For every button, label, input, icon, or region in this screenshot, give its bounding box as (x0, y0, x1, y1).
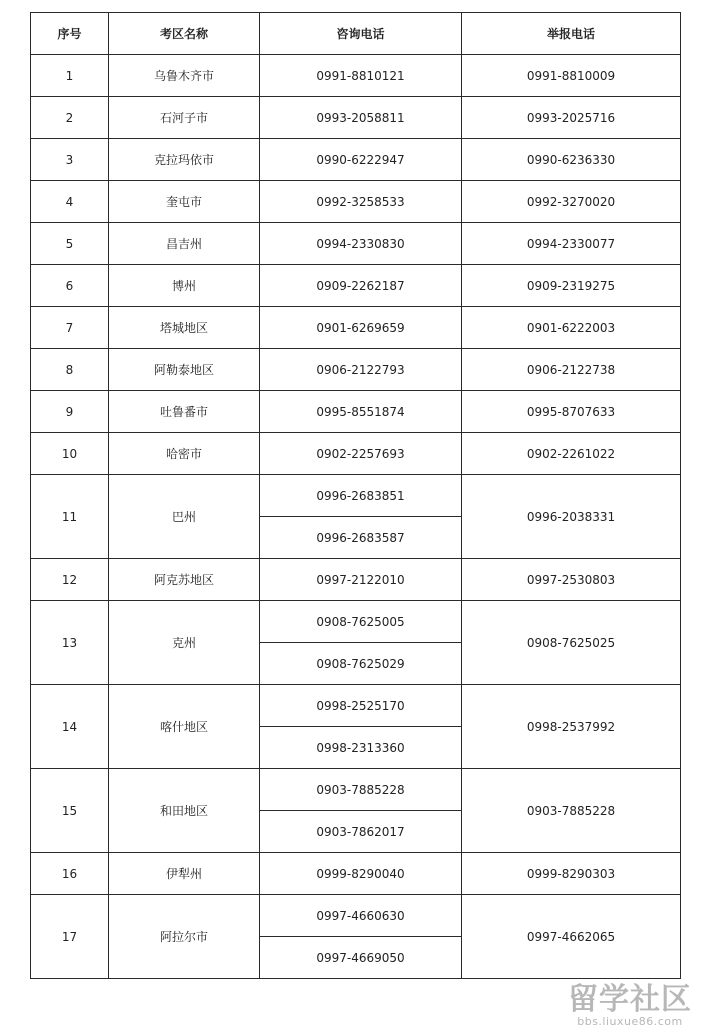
cell-consult-phone: 0997-4669050 (260, 937, 462, 979)
cell-area: 巴州 (109, 475, 260, 559)
cell-report-phone: 0993-2025716 (462, 97, 681, 139)
table-row (31, 433, 681, 475)
cell-area: 喀什地区 (109, 685, 260, 769)
cell-report-phone: 0909-2319275 (462, 265, 681, 307)
cell-area: 克州 (109, 601, 260, 685)
table-row (31, 685, 681, 727)
cell-report-phone: 0908-7625025 (462, 601, 681, 685)
cell-consult-phone: 0906-2122793 (260, 349, 462, 391)
cell-consult-phone: 0908-7625005 (260, 601, 462, 643)
cell-no: 5 (31, 223, 109, 265)
cell-consult-phone: 0996-2683851 (260, 475, 462, 517)
cell-area: 昌吉州 (109, 223, 260, 265)
cell-report-phone: 0995-8707633 (462, 391, 681, 433)
cell-no: 13 (31, 601, 109, 685)
header-row (31, 13, 681, 55)
header-report-phone: 举报电话 (462, 13, 681, 55)
header-no: 序号 (31, 13, 109, 55)
watermark-logo-text: 留学社区 (568, 982, 692, 1017)
cell-report-phone: 0994-2330077 (462, 223, 681, 265)
cell-consult-phone: 0995-8551874 (260, 391, 462, 433)
cell-consult-phone: 0998-2313360 (260, 727, 462, 769)
header-consult-phone: 咨询电话 (260, 13, 462, 55)
cell-report-phone: 0906-2122738 (462, 349, 681, 391)
cell-consult-phone: 0996-2683587 (260, 517, 462, 559)
cell-consult-phone: 0903-7862017 (260, 811, 462, 853)
cell-consult-phone: 0991-8810121 (260, 55, 462, 97)
table-row (31, 55, 681, 97)
cell-consult-phone: 0901-6269659 (260, 307, 462, 349)
table-row (31, 391, 681, 433)
table-row (31, 895, 681, 937)
cell-no: 2 (31, 97, 109, 139)
cell-no: 7 (31, 307, 109, 349)
cell-area: 和田地区 (109, 769, 260, 853)
cell-area: 阿拉尔市 (109, 895, 260, 979)
table-body (31, 55, 681, 979)
cell-no: 3 (31, 139, 109, 181)
cell-report-phone: 0996-2038331 (462, 475, 681, 559)
cell-no: 17 (31, 895, 109, 979)
watermark (568, 982, 692, 1028)
table-row (31, 559, 681, 601)
table-row (31, 769, 681, 811)
cell-report-phone: 0903-7885228 (462, 769, 681, 853)
cell-area: 克拉玛依市 (109, 139, 260, 181)
cell-consult-phone: 0902-2257693 (260, 433, 462, 475)
cell-no: 10 (31, 433, 109, 475)
table-row (31, 265, 681, 307)
cell-consult-phone: 0999-8290040 (260, 853, 462, 895)
cell-consult-phone: 0990-6222947 (260, 139, 462, 181)
contact-table (30, 12, 681, 979)
table-row (31, 139, 681, 181)
cell-report-phone: 0997-4662065 (462, 895, 681, 979)
cell-area: 阿克苏地区 (109, 559, 260, 601)
cell-consult-phone: 0993-2058811 (260, 97, 462, 139)
cell-area: 石河子市 (109, 97, 260, 139)
cell-no: 15 (31, 769, 109, 853)
cell-no: 11 (31, 475, 109, 559)
cell-consult-phone: 0994-2330830 (260, 223, 462, 265)
cell-report-phone: 0999-8290303 (462, 853, 681, 895)
cell-consult-phone: 0998-2525170 (260, 685, 462, 727)
cell-no: 14 (31, 685, 109, 769)
cell-consult-phone: 0903-7885228 (260, 769, 462, 811)
table-row (31, 853, 681, 895)
table-row (31, 307, 681, 349)
header-area: 考区名称 (109, 13, 260, 55)
cell-report-phone: 0990-6236330 (462, 139, 681, 181)
cell-area: 奎屯市 (109, 181, 260, 223)
watermark-url: bbs.liuxue86.com (577, 1015, 683, 1028)
cell-area: 阿勒泰地区 (109, 349, 260, 391)
cell-area: 吐鲁番市 (109, 391, 260, 433)
cell-report-phone: 0901-6222003 (462, 307, 681, 349)
cell-report-phone: 0997-2530803 (462, 559, 681, 601)
cell-consult-phone: 0908-7625029 (260, 643, 462, 685)
cell-report-phone: 0991-8810009 (462, 55, 681, 97)
cell-area: 乌鲁木齐市 (109, 55, 260, 97)
table-row (31, 181, 681, 223)
cell-consult-phone: 0992-3258533 (260, 181, 462, 223)
cell-area: 伊犁州 (109, 853, 260, 895)
cell-no: 6 (31, 265, 109, 307)
cell-no: 16 (31, 853, 109, 895)
table-row (31, 601, 681, 643)
cell-consult-phone: 0997-4660630 (260, 895, 462, 937)
cell-area: 塔城地区 (109, 307, 260, 349)
table-row (31, 475, 681, 517)
cell-report-phone: 0992-3270020 (462, 181, 681, 223)
cell-consult-phone: 0997-2122010 (260, 559, 462, 601)
table-row (31, 223, 681, 265)
cell-area: 博州 (109, 265, 260, 307)
table-row (31, 349, 681, 391)
cell-area: 哈密市 (109, 433, 260, 475)
cell-no: 12 (31, 559, 109, 601)
cell-no: 8 (31, 349, 109, 391)
cell-no: 1 (31, 55, 109, 97)
table-row (31, 97, 681, 139)
cell-report-phone: 0902-2261022 (462, 433, 681, 475)
cell-no: 9 (31, 391, 109, 433)
cell-consult-phone: 0909-2262187 (260, 265, 462, 307)
cell-report-phone: 0998-2537992 (462, 685, 681, 769)
cell-no: 4 (31, 181, 109, 223)
